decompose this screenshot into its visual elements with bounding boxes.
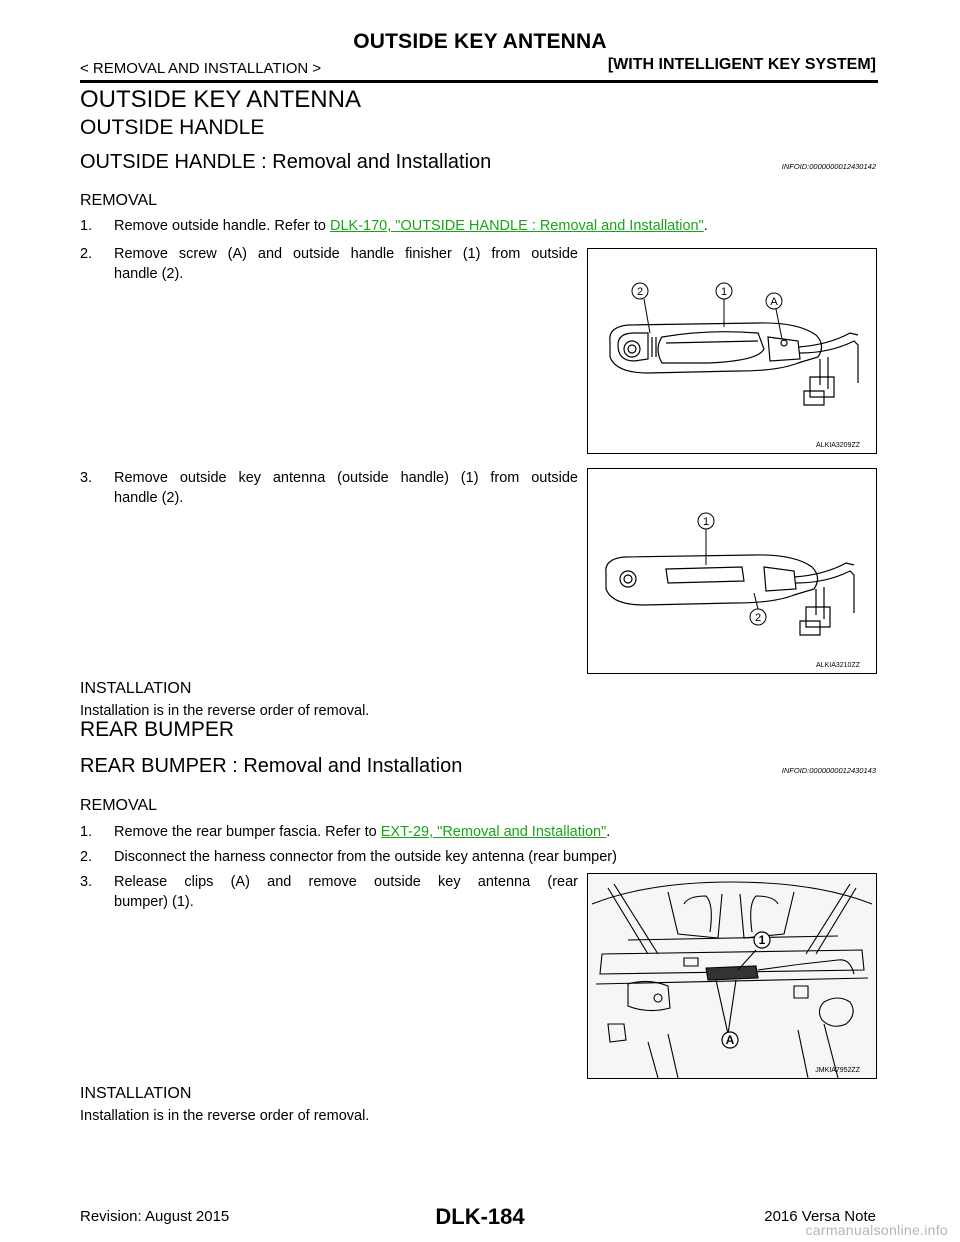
step-number: 3. [80, 470, 93, 486]
step-text: Remove outside handle. Refer to [114, 218, 331, 234]
outside-handle-step-1 [80, 216, 870, 236]
outside-handle-step-3 [80, 468, 578, 508]
callout-1: 1 [702, 516, 710, 528]
section-title: OUTSIDE KEY ANTENNA [80, 86, 361, 113]
callout-1: 1 [720, 286, 728, 298]
rear-bumper-removal-label: REMOVAL [80, 797, 158, 814]
outside-handle-heading: OUTSIDE HANDLE [80, 116, 265, 139]
step-number: 2. [80, 246, 93, 262]
step-text-end: . [703, 218, 708, 234]
watermark: carmanualsonline.info [805, 1222, 948, 1238]
rear-bumper-installation-text: Installation is in the reverse order of removal. [80, 1108, 370, 1124]
step-number: 1. [80, 824, 93, 840]
handle-finisher-drawing [588, 249, 876, 453]
step-number: 2. [80, 849, 93, 865]
rear-bumper-infoid: INFOID:0000000012430143 [781, 766, 876, 775]
callout-2: 2 [636, 286, 644, 298]
step-text-cont: handle (2). [114, 266, 184, 282]
callout-1: 1 [758, 933, 766, 947]
header-divider [80, 80, 878, 83]
callout-a: A [770, 296, 778, 308]
figure-rear-bumper-antenna [587, 873, 877, 1079]
step-text: Remove screw (A) and outside handle finisher (1) from outside [114, 246, 578, 262]
rear-bumper-heading: REAR BUMPER [80, 718, 235, 741]
rear-bumper-installation-label: INSTALLATION [80, 1085, 192, 1102]
outside-handle-removal-label: REMOVAL [80, 192, 158, 209]
revision-date: Revision: August 2015 [80, 1208, 230, 1225]
rear-bumper-step-1 [80, 822, 870, 842]
figure-id: ALKIA3210ZZ [816, 662, 860, 669]
outside-handle-step-2 [80, 244, 578, 284]
key-antenna-handle-drawing [588, 469, 876, 673]
step-text-cont: handle (2). [114, 490, 184, 506]
rear-bumper-step-3 [80, 872, 578, 912]
outside-handle-infoid: INFOID:0000000012430142 [781, 162, 876, 171]
outside-handle-installation-text: Installation is in the reverse order of removal. [80, 703, 370, 719]
step-text: Remove outside key antenna (outside handle) (1) from outside [114, 470, 578, 486]
figure-id: ALKIA3209ZZ [816, 442, 860, 449]
page-header-title: OUTSIDE KEY ANTENNA [353, 30, 607, 53]
rear-bumper-drawing [588, 874, 876, 1078]
rear-bumper-subheading: REAR BUMPER : Removal and Installation [80, 755, 463, 777]
breadcrumb[interactable]: < REMOVAL AND INSTALLATION > [80, 60, 322, 77]
callout-2: 2 [754, 612, 762, 624]
step-text-cont: bumper) (1). [114, 894, 194, 910]
page-number: DLK-184 [435, 1204, 525, 1229]
callout-a: A [725, 1033, 735, 1047]
step-text: Remove the rear bumper fascia. Refer to [114, 824, 381, 840]
step-number: 1. [80, 218, 93, 234]
dlk-170-link[interactable]: DLK-170, "OUTSIDE HANDLE : Removal and Installation" [330, 218, 704, 234]
step-text-end: . [606, 824, 611, 840]
outside-handle-subheading: OUTSIDE HANDLE : Removal and Installation [80, 151, 492, 173]
outside-handle-installation-label: INSTALLATION [80, 680, 192, 697]
vehicle-model: 2016 Versa Note [764, 1208, 876, 1225]
figure-id: JMKIA7952ZZ [815, 1067, 860, 1074]
rear-bumper-step-2 [80, 847, 870, 867]
figure-outside-handle-finisher [587, 248, 877, 454]
step-text: Disconnect the harness connector from the outside key antenna (rear bumper) [114, 849, 617, 865]
figure-outside-key-antenna-handle [587, 468, 877, 674]
ext-29-link[interactable]: EXT-29, "Removal and Installation" [380, 824, 607, 840]
system-label: [WITH INTELLIGENT KEY SYSTEM] [607, 56, 876, 73]
step-number: 3. [80, 874, 93, 890]
step-text: Release clips (A) and remove outside key antenna (rear [114, 874, 578, 890]
